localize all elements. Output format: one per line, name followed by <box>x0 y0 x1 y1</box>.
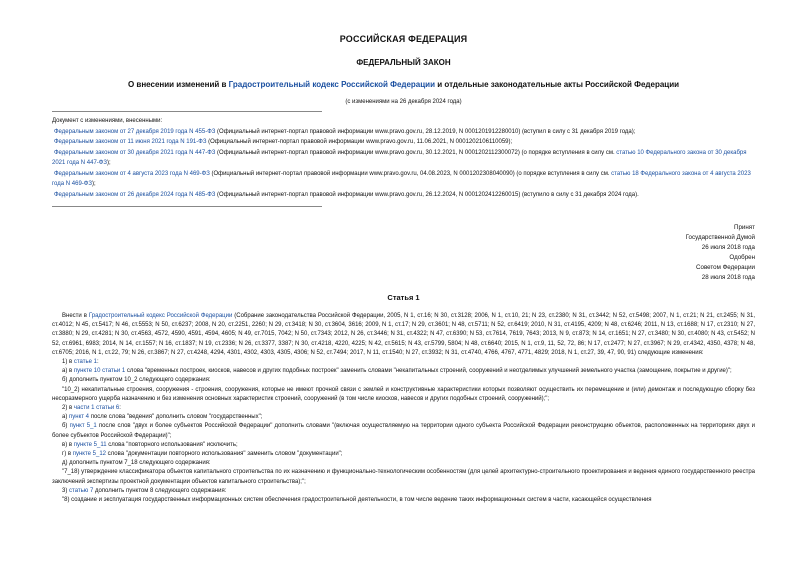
changes-lead: Документ с изменениями, внесенными: <box>52 118 163 124</box>
paragraph: а) пункт 4 после слова "ведения" дополнить словом "государственных"; <box>62 414 263 421</box>
change-link[interactable]: Федеральным законом от 30 декабря 2021 года N 447-ФЗ <box>54 149 216 156</box>
change-entry-link[interactable]: статью 18 Федерального закона от 4 августа 2023 года N 469-ФЗ <box>52 170 751 187</box>
law-type-title: ФЕДЕРАЛЬНЫЙ ЗАКОН <box>356 58 451 67</box>
divider-bottom <box>52 206 322 207</box>
change-item: Федеральным законом от 4 августа 2023 года N 469-ФЗ (Официальный интернет-портал правовой информации www.pravo.gov.ru, 04.08.2023, N 0001202308040090) (о порядке вступления в силу см. статью 18 Федерального закона от 4 августа 2023 года N 469-ФЗ); <box>52 170 751 187</box>
change-item: Федеральным законом от 11 июня 2021 года N 191-ФЗ (Официальный интернет-портал правовой информации www.pravo.gov.ru, 11.06.2021, N 0001202106110059); <box>54 139 513 145</box>
paragraph: г) в пункте 5_12 слова "документации повторного использования" заменить словом "документации"; <box>62 451 343 458</box>
change-link[interactable]: Федеральным законом от 4 августа 2023 года N 469-ФЗ <box>54 170 210 177</box>
law-title: О внесении изменений в Градостроительный кодекс Российской Федерации и отдельные законодательные акты Российской Федерации <box>127 80 680 89</box>
change-item: Федеральным законом от 26 декабря 2024 года N 485-ФЗ (Официальный интернет-портал правовой информации www.pravo.gov.ru, 26.12.2024, N 0001202412260015) (вступило в силу с 31 декабря 2024 года). <box>54 191 639 198</box>
title-link-grad-code[interactable]: Градостроительный кодекс Российской Федерации <box>228 80 436 89</box>
country-title: РОССИЙСКАЯ ФЕДЕРАЦИЯ <box>339 34 468 44</box>
paragraph: "8) создание и эксплуатация государственных информационных систем обеспечения градостроительной деятельности, в том числе ведение таких информационных систем в части, касающейся осуществления <box>62 497 652 504</box>
paragraph: 3) статью 7 дополнить пунктом 8 следующего содержания: <box>62 487 227 494</box>
article-body <box>52 312 755 505</box>
change-link[interactable]: Федеральным законом от 26 декабря 2024 года N 485-ФЗ <box>54 191 216 198</box>
article-link[interactable]: пункте 10 статьи 1 <box>73 368 126 375</box>
paragraph: "7_18) утверждение классификатора объектов капитального строительства по их назначению и функционально-технологическим особенностям (для целей архитектурно-строительного проектирования и ведения единого государственного реестра заключений экспертизы проектной документации объектов капитального строительства);"; <box>52 469 755 485</box>
paragraph: д) дополнить пунктом 7_18 следующего содержания: <box>62 460 211 467</box>
divider-top <box>52 111 322 112</box>
document-header <box>52 34 755 105</box>
article-link[interactable]: пункте 5_11 <box>73 441 107 448</box>
paragraph: "10_2) некапитальные строения, сооружения - строения, сооружения, которые не имеют прочной связи с землей и конструктивные характеристики которых позволяют осуществить их перемещение и (или) демонтаж и последующую сборку без несоразмерного ущерба назначению и без изменения основных характеристик строений, сооружений (в том числе киосков, навесов и других подобных строений, сооружений);"; <box>52 386 755 402</box>
article-link[interactable]: статью 7 <box>69 487 94 494</box>
change-entry-link[interactable]: статью 10 Федерального закона от 30 декабря 2021 года N 447-ФЗ <box>52 149 747 166</box>
paragraph: б) дополнить пунктом 10_2 следующего содержания: <box>62 377 211 384</box>
paragraph: 2) в части 1 статьи 6: <box>62 405 121 412</box>
article-link[interactable]: пункт 5_1 <box>69 423 97 430</box>
paragraph: в) в пункте 5_11 слова "повторного использования" исключить; <box>62 441 238 448</box>
change-item: Федеральным законом от 27 декабря 2019 года N 455-ФЗ (Официальный интернет-портал правовой информации www.pravo.gov.ru, 28.12.2019, N 0001201912280010) (вступил в силу с 31 декабря 2019 года); <box>54 128 636 135</box>
article-link[interactable]: части 1 статьи 6 <box>73 405 120 412</box>
change-item: Федеральным законом от 30 декабря 2021 года N 447-ФЗ (Официальный интернет-портал правовой информации www.pravo.gov.ru, 30.12.2021, N 0001202112300072) (о порядке вступления в силу см. статью 10 Федерального закона от 30 декабря 2021 года N 447-ФЗ); <box>52 149 747 166</box>
article-intro: Внести в Градостроительный кодекс Российской Федерации (Собрание законодательства Российской Федерации, 2005, N 1, ст.16; N 30, ст.3128; 2006, N 1, ст.10, 21; N 23, ст.2380; N 31, ст.3442; N 52, ст.5498; 2007, N 1, ст.21; N 21, ст.2455; N 31, ст.4012; N 45, ст.5417; N 46, ст.5553; N 50, ст.6237; 2008, N 20, ст.2251, 2260; N 29, ст.3418; N 30, ст.3604, 3616; 2009, N 1, ст.17; N 29, ст.3601; N 48, ст.5711; N 52, ст.6419; 2010, N 31, ст.4195, 4209; N 48, ст.6246; 2011, N 13, ст.1688; N 17, ст.2310; N 27, ст.3880; N 29, ст.4281; N 30, ст.4563, 4572, 4590, 4591, 4594, 4605; N 49, ст.7015, 7042; N 50, ст.7343; 2012, N 26, ст.3446; N 31, ст.4322; N 47, ст.6390; N 53, ст.7614, 7619, 7643; 2013, N 9, ст.873; N 14, ст.1651; N 27, ст.3480; N 30, ст.4080; N 43, ст.5452; N 52, ст.6961, 6983; 2014, N 14, ст.1557; N 16, ст.1837; N 19, ст.2336; N 26, ст.3377, 3387; N 30, ст.4218, 4220, 4225; N 42, ст.5615; N 43, ст.5799, 5804; N 48, ст.6640; 2015, N 1, ст.9, 11, 52, 72, 86; N 17, ст.2477; N 27, ст.3967; N 29, ст.4342, 4350, 4378; N 48, ст.6705; 2016, N 1, ст.22, 79; N 26, ст.3867; N 27, ст.4248, 4294, 4301, 4302, 4303, 4305, 4306; N 52, ст.7494; 2017, N 11, ст.1540; N 27, ст.3932; N 31, ст.4740, 4766, 4767, 4771, 4829; 2018, N 1, ст.27, 39, 47, 90, 91) следующие изменения: <box>52 313 755 356</box>
intro-link-grad-code[interactable]: Градостроительный кодекс Российской Федерации <box>88 313 233 319</box>
adoption-block: Принят Государственной Думой 26 июля 2018 года Одобрен Советом Федерации 28 июля 2018 года <box>685 224 755 281</box>
article-link[interactable]: пункте 5_12 <box>72 451 107 458</box>
edition-note: (с изменениями на 26 декабря 2024 года) <box>345 99 462 105</box>
change-link[interactable]: Федеральным законом от 11 июня 2021 года N 191-ФЗ <box>54 139 207 145</box>
change-link[interactable]: Федеральным законом от 27 декабря 2019 года N 455-ФЗ <box>54 128 216 135</box>
paragraph: б) пункт 5_1 после слов "двух и более субъектов Российской Федерации" дополнить словами "(включая осуществляемую на территории одного субъекта Российской Федерации реконструкцию объектов, расположенных на территориях двух и более субъектов Российской Федерации)"; <box>52 423 755 439</box>
article-link[interactable]: статье 1 <box>73 359 97 366</box>
changes-list <box>52 116 755 200</box>
article-link[interactable]: пункт 4 <box>69 414 90 421</box>
paragraph: а) в пункте 10 статьи 1 слова "временных построек, киосков, навесов и других подобных построек" заменить словами "некапитальных строений, сооружений и неотделимых улучшений земельного участка (замощение, покрытие и другие)"; <box>62 368 732 375</box>
paragraph: 1) в статье 1: <box>62 359 99 366</box>
article-heading: Статья 1 <box>387 293 420 302</box>
